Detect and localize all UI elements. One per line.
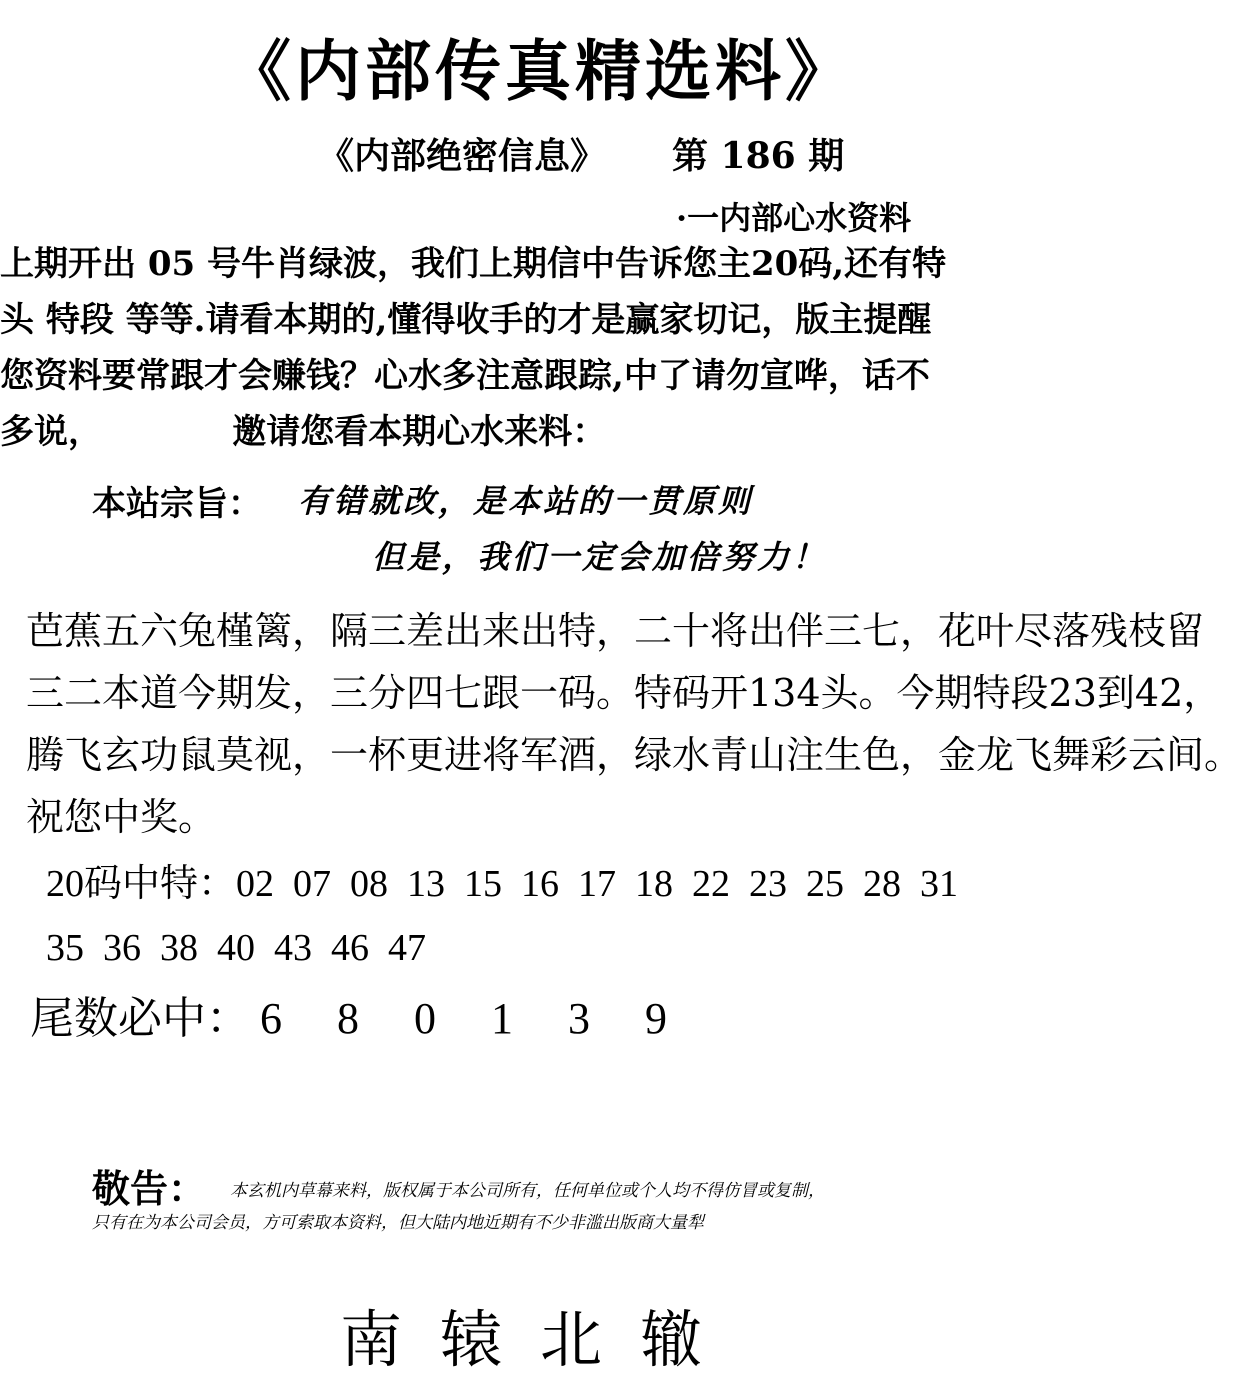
- poem-line: 芭蕉五六兔槿篱，隔三差出来出特，二十将出伴三七，花叶尽落残枝留: [26, 609, 1205, 653]
- codes-line-1: [46, 852, 958, 916]
- tail-block: [30, 982, 689, 1046]
- tail-label: 尾数必中：: [30, 994, 250, 1043]
- notice-label: 敬告：: [92, 1167, 207, 1211]
- codes-block: [46, 852, 958, 980]
- intro-line: 多说， 邀请您看本期心水来料：: [0, 412, 607, 452]
- poem-block: [26, 600, 1242, 848]
- notice-line-2: 只有在为本公司会员，方可索取本资料，但大陆内地近期有不少非滥出版商大量犁: [92, 1213, 704, 1233]
- poem-line: 祝您中奖。: [26, 795, 217, 839]
- footer-text: 南辕北辙: [339, 1303, 740, 1376]
- issue-number: 第 186 期: [672, 135, 845, 177]
- motto-label: 本站宗旨：: [92, 484, 262, 524]
- intro-line: 上期开出 05 号牛肖绿波，我们上期信中告诉您主20码,还有特: [0, 244, 947, 284]
- codes-values-2: 35 36 38 40 43 46 47: [46, 927, 426, 969]
- codes-values-1: 02 07 08 13 15 16 17 18 22 23 25 28 31: [236, 863, 959, 905]
- tail-digits: 6 8 0 1 3 9: [260, 994, 689, 1043]
- poem-line: 三二本道今期发，三分四七跟一码。特码开134头。今期特段23到42，: [26, 671, 1222, 715]
- notice-line-1: 本玄机内草幕来料，版权属于本公司所有，任何单位或个人均不得仿冒或复制，: [230, 1181, 825, 1201]
- intro-line: 您资料要常跟才会赚钱？心水多注意跟踪,中了请勿宣哗，话不: [0, 356, 930, 396]
- motto-line-2: 但是，我们一定会加倍努力！: [372, 538, 828, 576]
- codes-label: 20码中特：: [46, 863, 237, 905]
- poem-line: 腾飞玄功鼠莫视，一杯更进将军酒，绿水青山注生色，金龙飞舞彩云间。: [26, 733, 1242, 777]
- source-label: ·一内部心水资料: [676, 199, 912, 237]
- motto-line-1: 有错就改，是本站的一贯原则: [298, 482, 754, 520]
- page-title: 《内部传真精选料》: [225, 33, 855, 110]
- subtitle: 《内部绝密信息》: [318, 135, 607, 177]
- intro-line: 头 特段 等等.请看本期的,懂得收手的才是赢家切记，版主提醒: [0, 300, 932, 340]
